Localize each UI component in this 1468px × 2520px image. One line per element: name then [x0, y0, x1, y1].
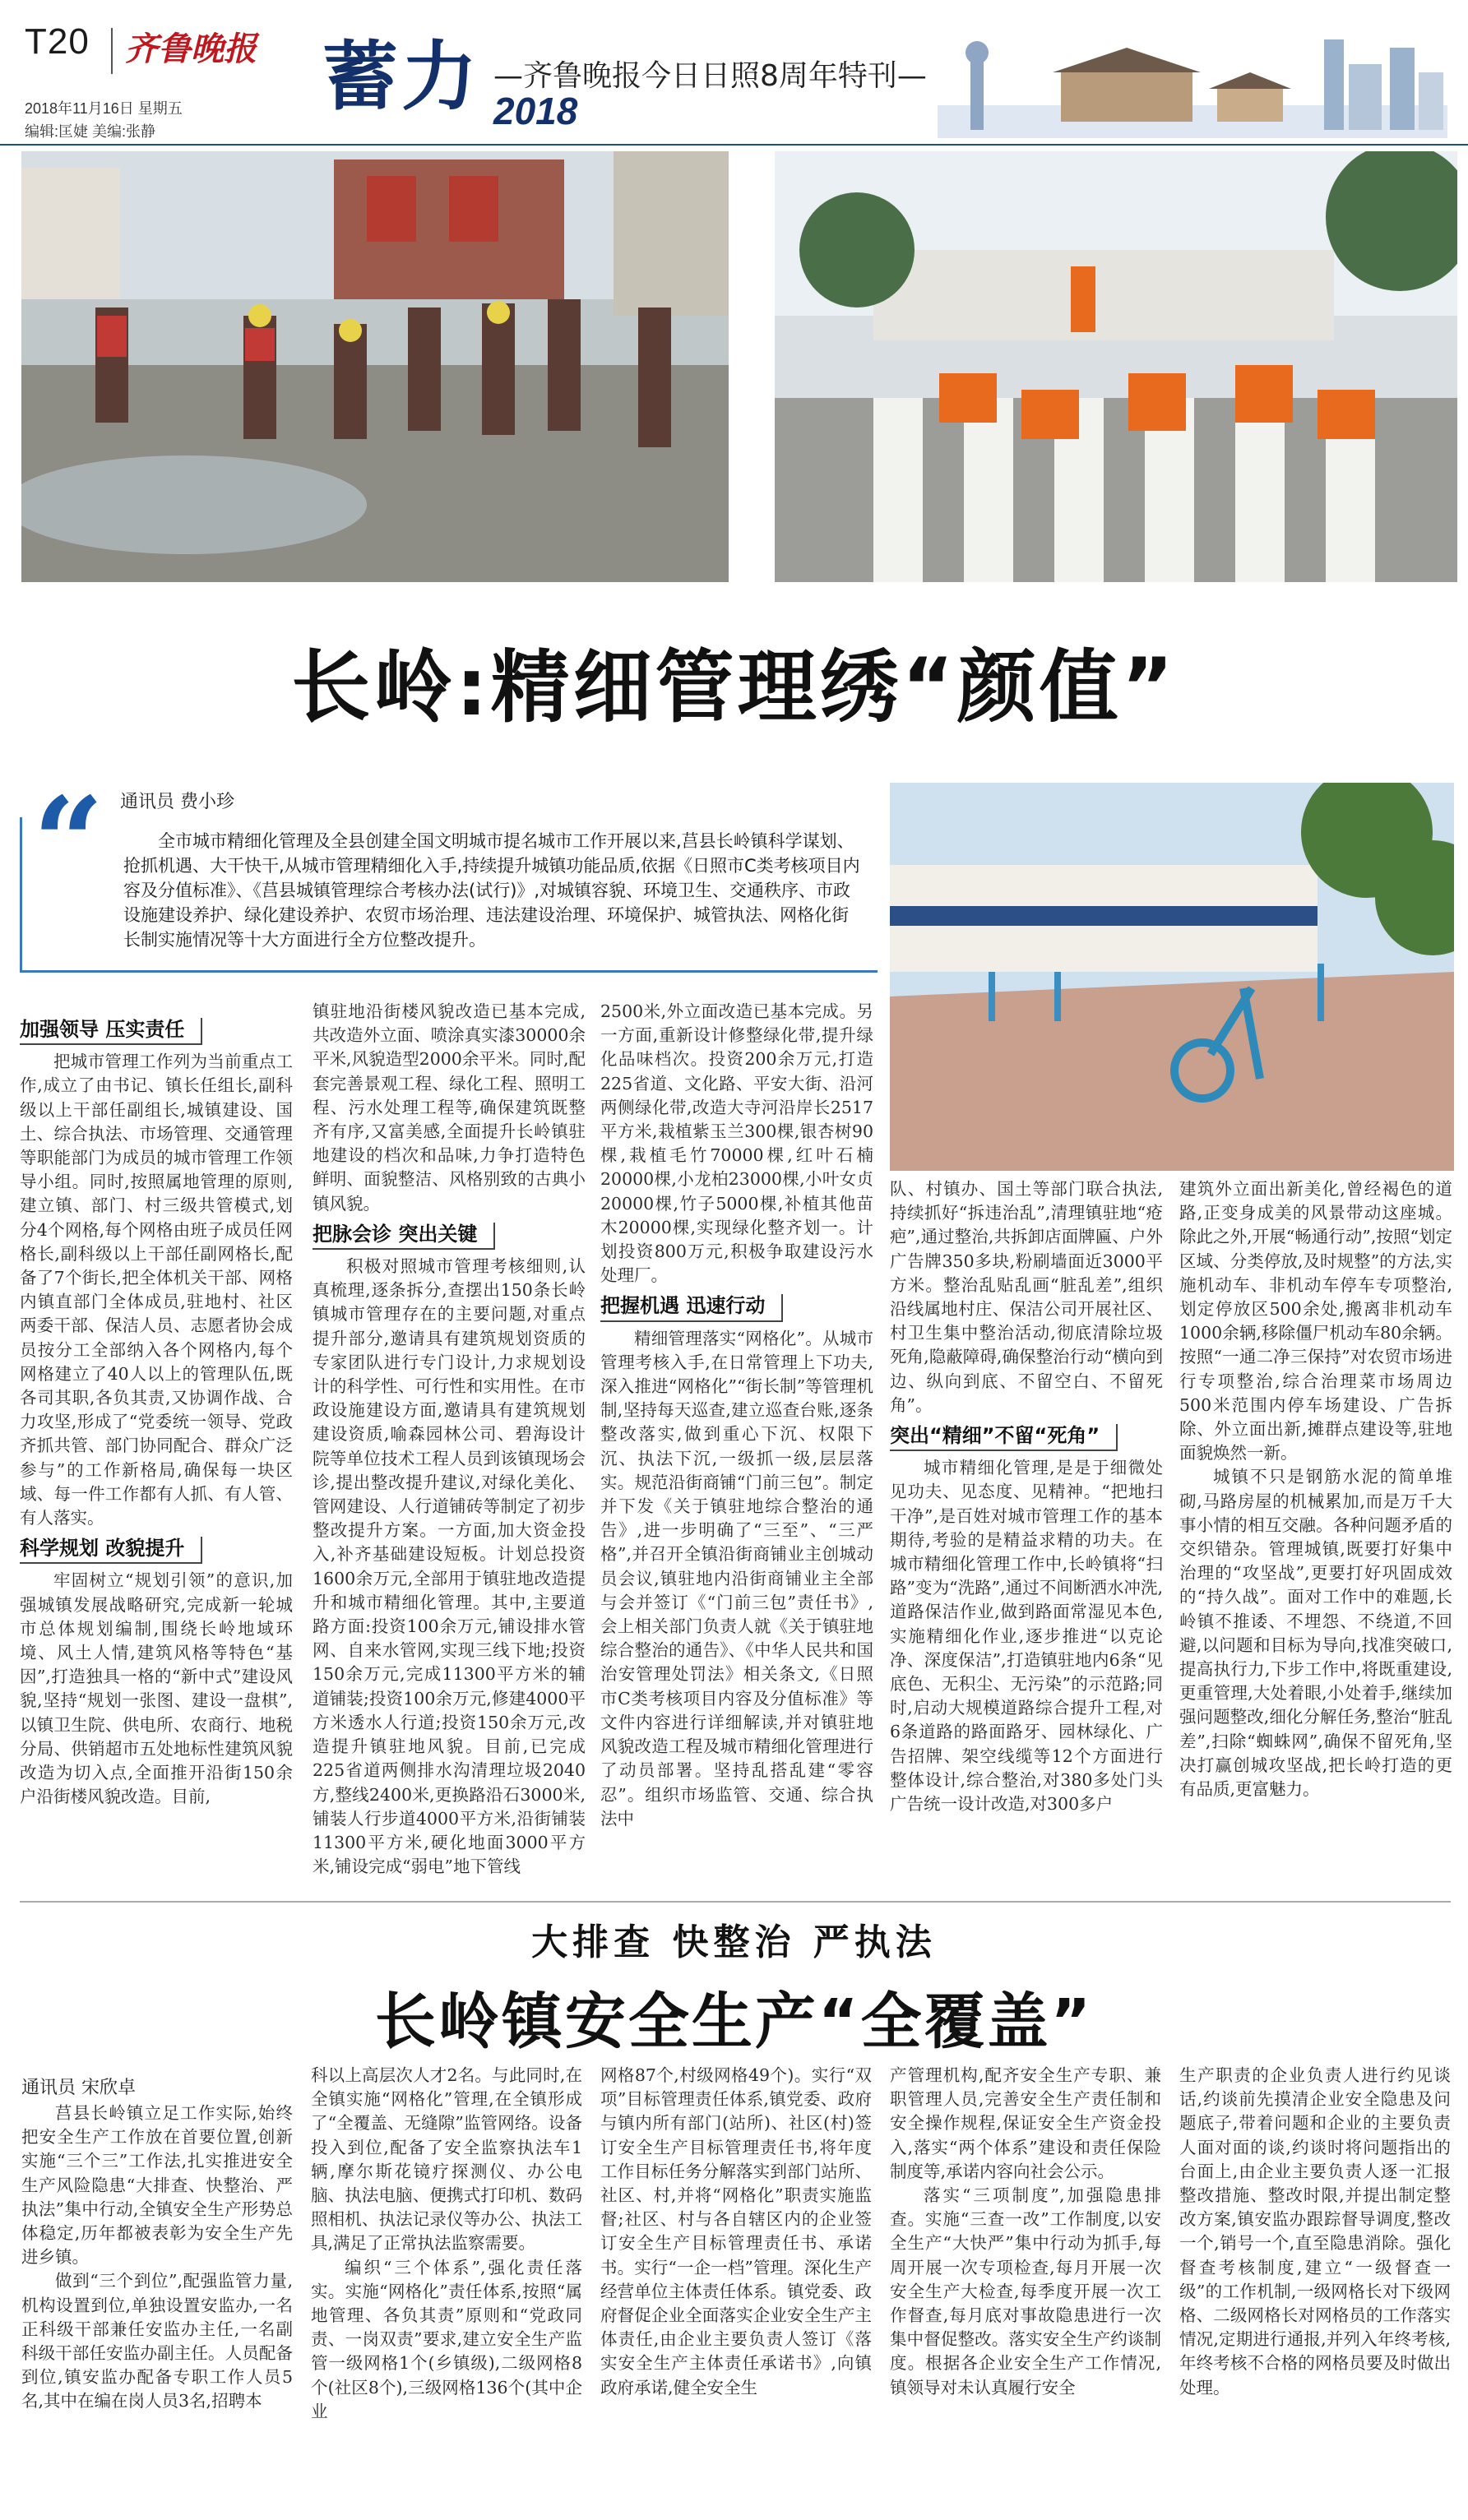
article-column-3: [600, 1000, 873, 1973]
body-paragraph: 精细管理落实“网格化”。从城市管理考核入手,在日常管理上下功夫,深入推进“网格化”“街长制”等管理机制,坚持每天巡查,建立巡查台账,逐条整改落实,做到重心下沉、权限下沉、执法下沉,一级抓一级,层层落实。规范沿街商铺“门前三包”。制定并下发《关于镇驻地综合整治的通告》,进一步明确了“三至”、“三严格”,并召开全镇沿街商铺业主创城动员会议,镇驻地内沿街商铺业主全部与会并签订《“门前三包”责任书》,会上相关部门负责人就《关于镇驻地综合整治的通告》、《中华人民共和国治安管理处罚法》相关条文,《日照市C类考核项目内容及分值标准》等文件内容进行详细解读,并对镇驻地风貌改造工程及城市精细化管理进行了动员部署。坚持乱搭乱建“零容忍”。组织市场监管、交通、综合执法中: [600, 1328, 873, 1829]
special-issue-logo: 蓄力: [322, 32, 481, 121]
article2-column-2: [311, 2064, 582, 2504]
body-paragraph: 镇驻地沿街楼风貌改造已基本完成,共改造外立面、喷涂真实漆30000余平米,风貌造型2000余平米。同时,配套完善景观工程、绿化工程、照明工程、污水处理工程等,确保建筑既整齐有序,又富美感,全面提升长岭镇驻地建设的档次和品味,力争打造特色鲜明、面貌整洁、风格别致的古典小镇风貌。: [313, 1001, 586, 1214]
page-number: T20: [25, 21, 90, 62]
article-intro: 全市城市精细化管理及全县创建全国文明城市提名城市工作开展以来,莒县长岭镇科学谋划、抢抓机遇、大干快干,从城市管理精细化入手,持续提升城镇功能品质,依据《日照市C类考核项目内容及分值标准》、《莒县城镇管理综合考核办法(试行)》,对城镇容貌、环境卫生、交通秩序、市政设施建设养护、绿化建设养护、农贸市场治理、违法建设治理、环境保护、城管执法、网格化街长制实施情况等十大方面进行全方位整改提升。: [123, 831, 860, 950]
section-heading: 突出“精细”不留“死角”: [890, 1424, 1118, 1451]
body-paragraph: 积极对照城市管理考核细则,认真梳理,逐条拆分,查摆出150条长岭镇城市管理存在的主要问题,对重点提升部分,邀请具有建筑规划资质的专家团队进行专门设计,力求规划设计的科学性、可行性和实用性。在市政设施建设方面,邀请具有建筑规划建设资质,喻森园林公司、碧海设计院等单位技术工程人员到该镇现场会诊,提出整改提升建议,对绿化美化、管网建设、人行道铺砖等制定了初步整改提升方案。一方面,加大资金投入,补齐基础建设短板。计划总投资1600余万元,全部用于镇驻地改造提升和城市精细化管理。其中,主要道路方面:投资100余万元,铺设排水管网、自来水管网,实现三线下地;投资150余万元,完成11300平方米的辅道铺装;投资100余万元,修建4000平方米透水人行道;投资150余万元,改造提升镇驻地风貌。目前,已完成225省道两侧排水沟清理垃圾2040方,整线2400米,更换路沿石3000米,铺装人行步道4000平方米,沿街铺装11300平方米,硬化地面3000平方米,铺设完成“弱电”地下管线: [313, 1256, 586, 1877]
article2-byline: 通讯员 宋欣卓: [21, 2078, 136, 2098]
body-paragraph: 城市精细化管理,是是于细微处见功夫、见态度、见精神。“把地扫干净”,是百姓对城市管理工作的基本期待,考验的是精益求精的功夫。在城市精细化管理工作中,长岭镇将“扫路”变为“洗路”,通过不间断洒水冲洗,道路保洁作业,做到路面常湿见本色,实施精细化作业,逐步推进“以克论净、深度保洁”,打造镇驻地内6条“见底色、无积尘、无污染”的示范路;同时,启动大规模道路综合提升工程,对6条道路的路面路牙、园林绿化、广告招牌、架空线缆等12个方面进行整体设计,综合整治,对380多处门头广告统一设计改造,对300多户: [890, 1458, 1163, 1815]
newspaper-logo: 齐鲁晚报: [125, 30, 257, 68]
article-column-1: [20, 1011, 293, 1973]
header-divider: [111, 28, 113, 74]
fitness-plaza-photo: [890, 783, 1454, 1171]
article2-column-4: [890, 2064, 1161, 2504]
editor-line: 编辑:匡婕 美编:张静: [25, 123, 156, 140]
article2-column-1: [21, 2102, 293, 2504]
article2-column-3: [600, 2064, 872, 2504]
article2-column-5: [1179, 2064, 1451, 2504]
article2-kicker: 大排查 快整治 严执法: [531, 1921, 937, 1963]
body-paragraph: 编织“三个体系”,强化责任落实。实施“网格化”责任体系,按照“属地管理、各负其责”原则和“党政同责、一岗双责”要求,建立安全生产监管一级网格1个(乡镇级),二级网格8个(社区8个),三级网格136个(其中企业: [311, 2257, 582, 2421]
body-paragraph: 建筑外立面出新美化,曾经褐色的道路,正变身成美的风景带动这座城。除此之外,开展“畅通行动”,按照“划定区域、分类停放,及时规整”的方法,实施机动车、非机动车停车专项整治,划定停放区500余处,搬离非机动车1000余辆,移除僵尸机动车80余辆。按照“一通二净三保持”对农贸市场进行专项整治,综合治理菜市场周边500米范围内停车场建设、广告拆除、外立面出新,摊群点建设等,驻地面貌焕然一新。: [1179, 1179, 1452, 1463]
article-column-5: [1179, 1177, 1452, 1973]
body-paragraph: 把城市管理工作列为当前重点工作,成立了由书记、镇长任组长,副科级以上干部任副组长,城镇建设、国土、综合执法、市场管理、交通管理等职能部门为成员的城市管理工作领导小组。同时,按照属地管理的原则,建立镇、部门、村三级共管模式,划分4个网格,每个网格由班子成员任网格长,副科级以上干部任副网格长,配备了7个街长,把全体机关干部、网格内镇直部门全体成员,驻地村、社区两委干部、保洁人员、志愿者协会成员按分工全部纳入各个网格内,每个网格建立了40人以上的管理队伍,既各司其职,各负其责,又协调作战、合力攻坚,形成了“党委统一领导、党政齐抓共管、部门协同配合、群众广泛参与”的工作新格局,确保每一块区域、每一件工作都有人抓、有人管、有人落实。: [20, 1052, 293, 1528]
page-header: [0, 0, 1468, 146]
body-paragraph: 做到“三个到位”,配强监管力量,机构设置到位,单独设置安监办,一名正科级干部兼任安监办主任,一名副科级干部任安监办副主任。人员配备到位,镇安监办配备专职工作人员5名,其中在编在岗人员3名,招聘本: [21, 2271, 293, 2411]
article2-title: 长岭镇安全生产“全覆盖”: [374, 1986, 1094, 2057]
article-column-4: [890, 1177, 1163, 1973]
special-issue-year: 2018: [493, 90, 578, 132]
body-paragraph: 网格87个,村级网格49个)。实行“双项”目标管理责任体系,镇党委、政府与镇内所有部门(站所)、社区(村)签订安全生产目标管理责任书,将年度工作目标任务分解落实到部门站所、社区、村,并将“网格化”职责实施监督;社区、村与各自辖区内的企业签订安全生产目标管理责任书、承诺书。实行“一企一档”管理。深化生产经营单位主体责任体系。镇党委、政府督促企业全面落实企业安全生产主体责任,由企业主要负责人签订《落实安全生产主体责任承诺书》,向镇政府承诺,健全安全生: [600, 2065, 872, 2397]
section-heading: 加强领导 压实责任: [20, 1018, 202, 1045]
section-heading: 把脉会诊 突出关键: [313, 1223, 495, 1250]
date-line: 2018年11月16日 星期五: [25, 100, 183, 117]
body-paragraph: 牢固树立“规划引领”的意识,加强城镇发展战略研究,完成新一轮城市总体规划编制,围绕长岭地域环境、风土人情,建筑风格等特色“基因”,打造独具一格的“新中式”建设风貌,坚持“规划一张图、建设一盘棋”,以镇卫生院、供电所、农商行、地税分局、供销超市五处地标性建筑风貌改造为切入点,全面推开沿街150余户沿街楼风貌改造。目前,: [20, 1570, 293, 1807]
article-title: 长岭:精细管理绣“颜值”: [291, 641, 1177, 733]
body-paragraph: 莒县长岭镇立足工作实际,始终把安全生产工作放在首要位置,创新实施“三个三”工作法,扎实推进安全生产风险隐患“大排查、快整治、严执法”集中行动,全镇安全生产形势总体稳定,历年都被表彰为安全生产先进乡镇。: [21, 2103, 293, 2268]
crosswalk-painting-photo: [775, 151, 1457, 582]
body-paragraph: 队、村镇办、国土等部门联合执法,持续抓好“拆违治乱”,清理镇驻地“疮疤”,通过整治,共拆卸店面牌匾、户外广告牌350多块,粉刷墙面近3000平方米。整治乱贴乱画“脏乱差”,组织沿线属地村庄、保洁公司开展社区、村卫生集中整治活动,彻底清除垃圾死角,隐蔽障碍,确保整治行动“横向到边、纵向到底、不留空白、不留死角”。: [890, 1179, 1163, 1415]
quote-mark: “: [33, 770, 104, 915]
body-paragraph: 生产职责的企业负责人进行约见谈话,约谈前先摸清企业安全隐患及问题底子,带着问题和企业的主要负责人面对面的谈,约谈时将问题指出的台面上,由企业主要负责人逐一汇报整改措施、整改时限,并提出制定整改方案,镇安监办跟踪督导调度,整改一个,销号一个,直至隐患消除。强化督查考核制度,建立“一级督查一级”的工作机制,一级网格长对下级网格、二级网格长对网格员的工作落实情况,定期进行通报,并列入年终考核,年终考核不合格的网格员要及时做出处理。: [1179, 2065, 1451, 2397]
body-paragraph: 城镇不只是钢筋水泥的简单堆砌,马路房屋的机械累加,而是万千大事小情的相互交融。各种问题矛盾的交织错杂。管理城镇,既要打好集中治理的“攻坚战”,更要打好巩固成效的“持久战”。面对工作中的难题,长岭镇不推诿、不埋怨、不绕道,不回避,以问题和目标为导向,找准突破口,提高执行力,下步工作中,将既重建设,更重管理,大处着眼,小处着手,继续加强问题整改,细化分解任务,整治“脏乱差”,扫除“蜘蛛网”,确保不留死角,坚决打赢创城攻坚战,把长岭打造的更有品质,更富魅力。: [1179, 1467, 1452, 1800]
section-heading: 把握机遇 迅速行动: [600, 1294, 783, 1321]
article-byline: 通讯员 费小珍: [120, 792, 234, 812]
article-divider: [20, 1901, 1451, 1903]
body-paragraph: 2500米,外立面改造已基本完成。另一方面,重新设计修整绿化带,提升绿化品味档次。投资200余万元,打造225省道、文化路、平安大街、沿河两侧绿化带,改造大寺河沿岸长2517平方米,栽植紫玉兰300棵,银杏树90棵,栽植毛竹70000棵,红叶石楠20000棵,小龙柏23000棵,小叶女贞20000棵,竹子5000棵,补植其他苗木20000棵,实现绿化整齐划一。计划投资800万元,积极争取建设污水处理厂。: [600, 1001, 873, 1286]
article-column-2: [313, 1000, 586, 1973]
special-issue-title: —齐鲁晚报今日日照8周年特刊—: [493, 59, 927, 93]
body-paragraph: 产管理机构,配齐安全生产专职、兼职管理人员,完善安全生产责任制和安全操作规程,保证安全生产资金投入,落实“两个体系”建设和责任保险制度等,承诺内容向社会公示。: [890, 2065, 1161, 2181]
body-paragraph: 科以上高层次人才2名。与此同时,在全镇实施“网格化”管理,在全镇形成了“全覆盖、无缝隙”监管网络。设备投入到位,配备了安全监察执法车1辆,摩尔斯花镜疗探测仪、办公电脑、执法电脑、便携式打印机、数码照相机、执法记录仪等办公、执法工具,满足了正常执法监察需要。: [311, 2065, 582, 2254]
skyline-illustration: [938, 23, 1447, 138]
street-cleaning-photo: [21, 151, 729, 582]
body-paragraph: 落实“三项制度”,加强隐患排查。实施“三查一改”工作制度,以安全生产“大快严”集中行动为抓手,每周开展一次专项检查,每月开展一次安全生产大检查,每季度开展一次工作督查,每月底对事故隐患进行一次集中督促整改。落实安全生产约谈制度。根据各企业安全生产工作情况,镇领导对未认真履行安全: [890, 2185, 1161, 2397]
section-heading: 科学规划 改貌提升: [20, 1537, 202, 1564]
